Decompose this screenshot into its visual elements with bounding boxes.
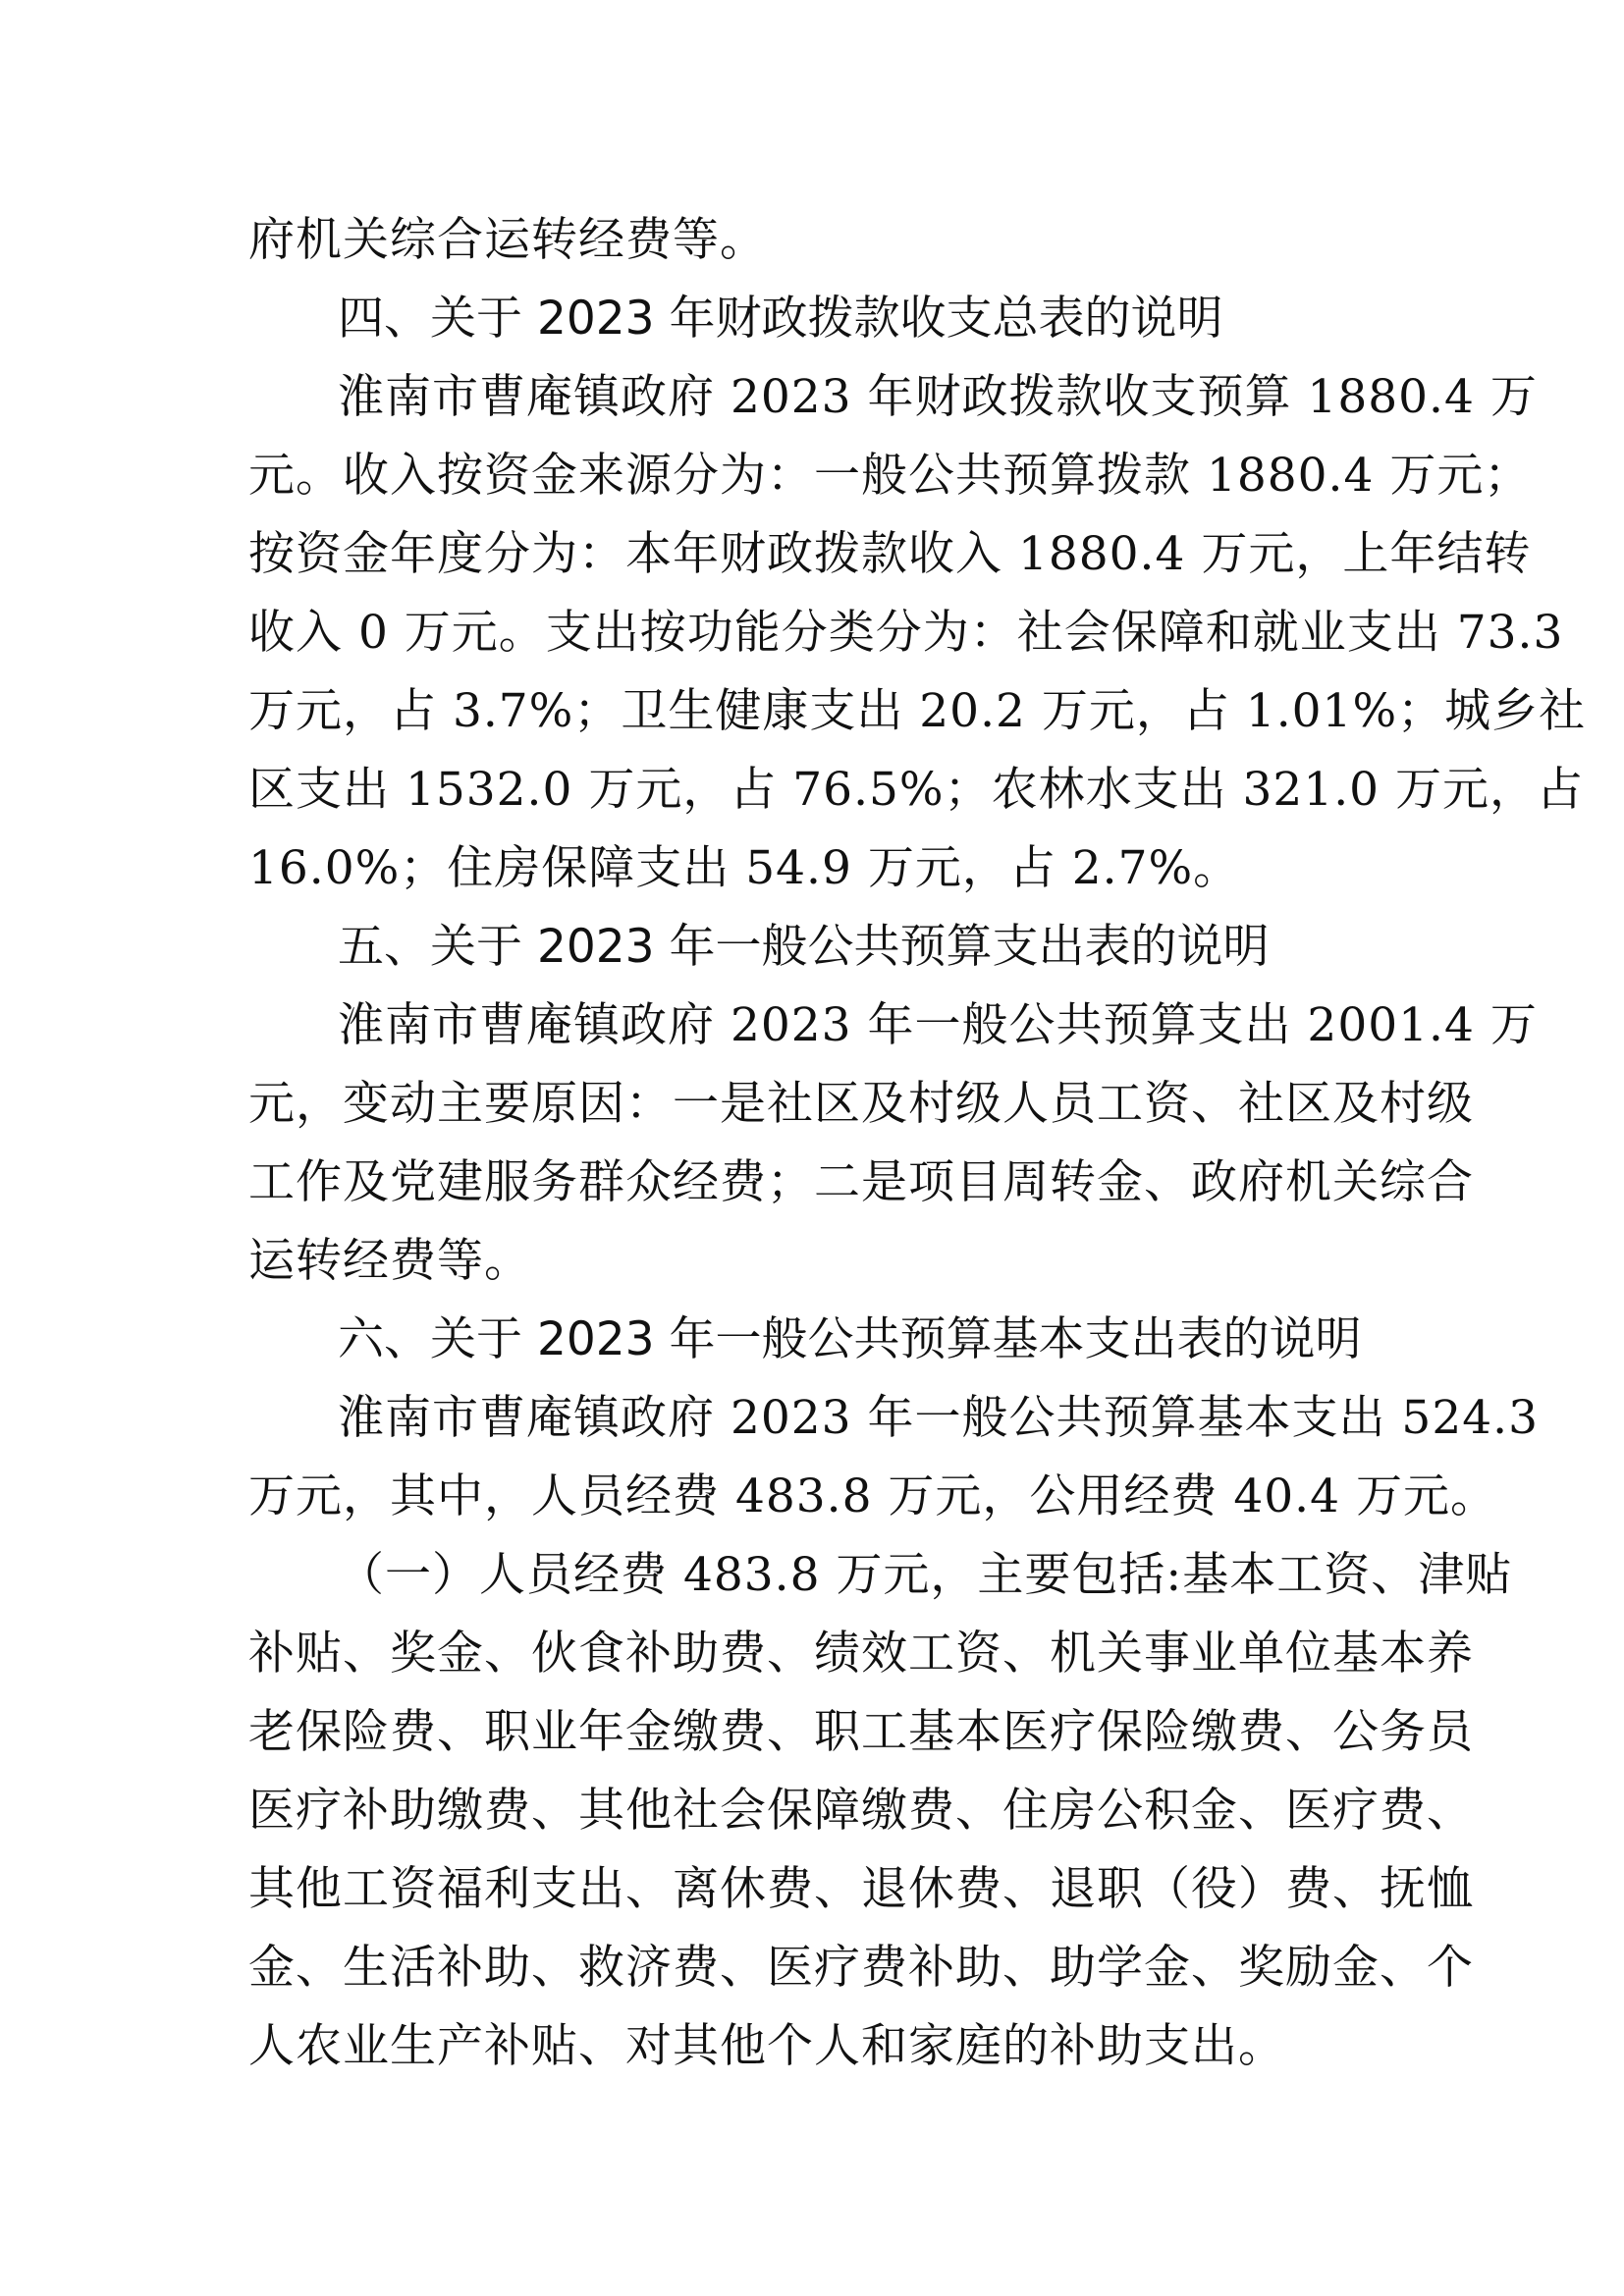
paragraph-line: 16.0%；住房保障支出 54.9 万元，占 2.7%。 bbox=[248, 841, 1241, 895]
section-heading-5: 五、关于 2023 年一般公共预算支出表的说明 bbox=[338, 920, 1270, 974]
paragraph-line: 工作及党建服务群众经费；二是项目周转金、政府机关综合 bbox=[248, 1155, 1474, 1209]
paragraph-line: 万元，其中，人员经费 483.8 万元，公用经费 40.4 万元。 bbox=[248, 1469, 1497, 1523]
section-heading-6: 六、关于 2023 年一般公共预算基本支出表的说明 bbox=[338, 1312, 1362, 1366]
paragraph-line: 补贴、奖金、伙食补助费、绩效工资、机关事业单位基本养 bbox=[248, 1627, 1474, 1681]
paragraph-line: （一）人员经费 483.8 万元，主要包括:基本工资、津贴 bbox=[338, 1548, 1513, 1602]
paragraph-line: 其他工资福利支出、离休费、退休费、退职（役）费、抚恤 bbox=[248, 1862, 1474, 1916]
paragraph-line: 万元，占 3.7%；卫生健康支出 20.2 万元，占 1.01%；城乡社 bbox=[248, 684, 1587, 738]
paragraph-line: 人农业生产补贴、对其他个人和家庭的补助支出。 bbox=[248, 2019, 1285, 2073]
paragraph-line: 老保险费、职业年金缴费、职工基本医疗保险缴费、公务员 bbox=[248, 1705, 1474, 1759]
paragraph-line: 淮南市曹庵镇政府 2023 年一般公共预算支出 2001.4 万 bbox=[338, 998, 1538, 1052]
section-heading-4: 四、关于 2023 年财政拨款收支总表的说明 bbox=[338, 292, 1223, 346]
paragraph-line: 运转经费等。 bbox=[248, 1234, 531, 1288]
paragraph-line: 医疗补助缴费、其他社会保障缴费、住房公积金、医疗费、 bbox=[248, 1784, 1474, 1838]
paragraph-line: 元。收入按资金来源分为：一般公共预算拨款 1880.4 万元； bbox=[248, 449, 1532, 503]
paragraph-line: 金、生活补助、救济费、医疗费补助、助学金、奖励金、个 bbox=[248, 1941, 1474, 1995]
paragraph-line: 府机关综合运转经费等。 bbox=[248, 213, 767, 267]
paragraph-line: 淮南市曹庵镇政府 2023 年财政拨款收支预算 1880.4 万 bbox=[338, 370, 1538, 424]
paragraph-line: 按资金年度分为：本年财政拨款收入 1880.4 万元，上年结转 bbox=[248, 527, 1532, 581]
paragraph-line: 元，变动主要原因：一是社区及村级人员工资、社区及村级 bbox=[248, 1077, 1474, 1131]
paragraph-line: 收入 0 万元。支出按功能分类分为：社会保障和就业支出 73.3 bbox=[248, 606, 1564, 660]
paragraph-line: 区支出 1532.0 万元，占 76.5%；农林水支出 321.0 万元，占 bbox=[248, 763, 1585, 817]
paragraph-line: 淮南市曹庵镇政府 2023 年一般公共预算基本支出 524.3 bbox=[338, 1391, 1539, 1445]
